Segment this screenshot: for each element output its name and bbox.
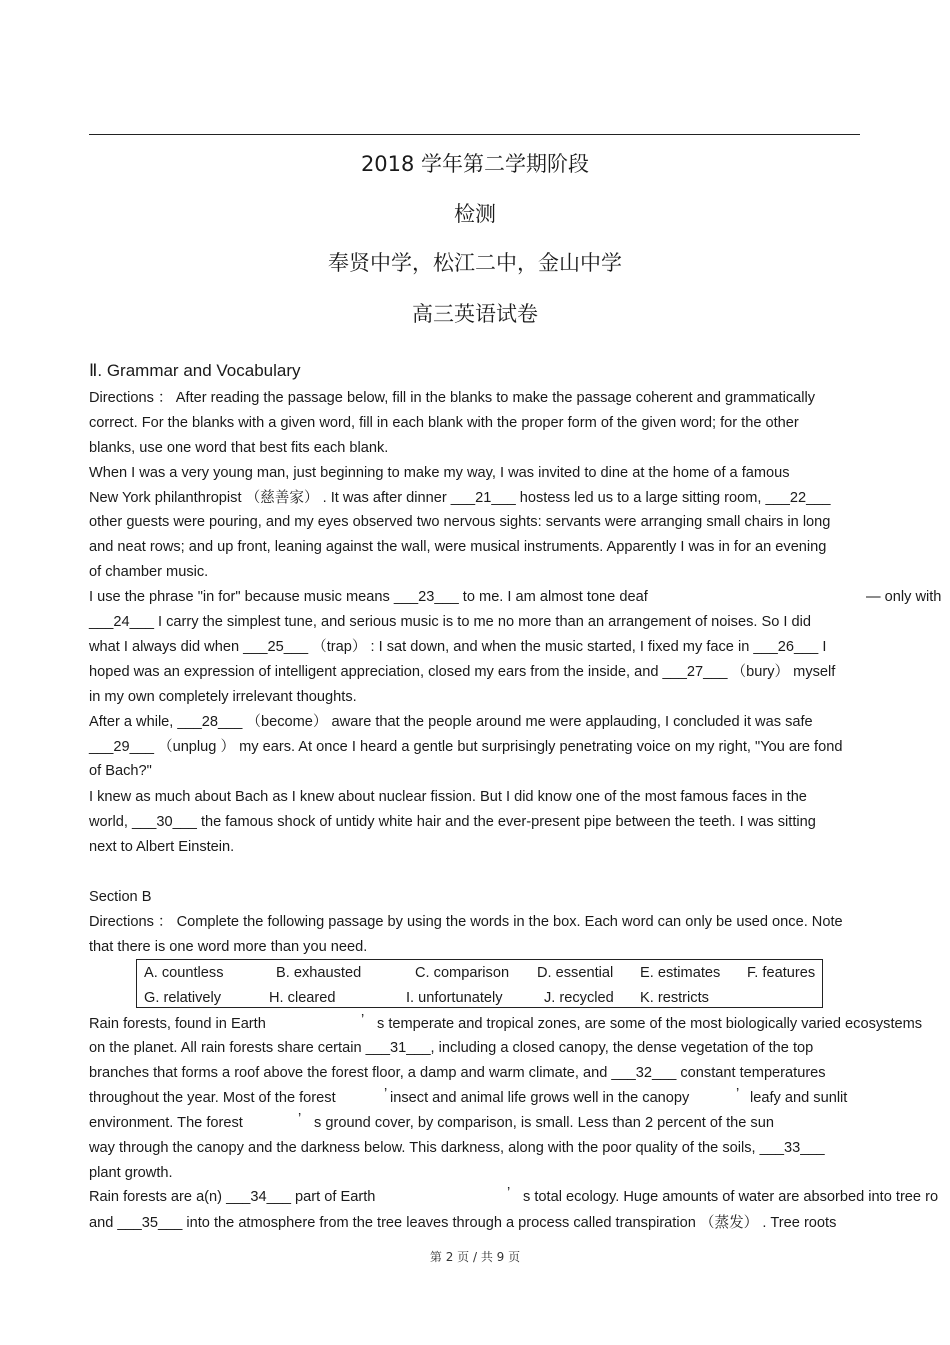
apostrophe-mark: ’ xyxy=(507,1185,511,1201)
directions-line: Directions ： Complete the following passage by using the words in the box. Each word can only be used once. Note xyxy=(89,914,843,930)
word-option: H. cleared xyxy=(269,990,336,1006)
passage-line: After a while, ___28___ （become） aware that the people around me were applauding, I concluded it was safe xyxy=(89,714,813,730)
word-option: E. estimates xyxy=(640,965,721,981)
apostrophe-mark: ’ xyxy=(298,1111,302,1127)
passage-line: way through the canopy and the darkness below. This darkness, along with the poor quality of the soils, ___33___ xyxy=(89,1140,825,1156)
word-option: J. recycled xyxy=(544,990,614,1006)
word-option: G. relatively xyxy=(144,990,222,1006)
passage-fragment: s ground cover, by comparison, is small. Less than 2 percent of the sun xyxy=(314,1115,774,1131)
passage-line: ___24___ I carry the simplest tune, and serious music is to me no more than an arrangement of noises. So I did xyxy=(89,614,811,630)
directions-line: correct. For the blanks with a given word, fill in each blank with the proper form of the given word; for the other xyxy=(89,415,799,431)
passage-line: in my own completely irrelevant thoughts. xyxy=(89,689,357,705)
exam-title-subject: 高三英语试卷 xyxy=(412,302,538,326)
passage-line: what I always did when ___25___ （trap） : I sat down, and when the music started, I fixed my face in ___26___ I xyxy=(89,639,827,655)
passage-line: I use the phrase "in for" because music means ___23___ to me. I am almost tone deaf xyxy=(89,589,648,605)
directions-line: blanks, use one word that best fits each blank. xyxy=(89,440,389,456)
passage-line: environment. The forest xyxy=(89,1115,243,1131)
directions-line: that there is one word more than you need. xyxy=(89,939,368,955)
word-option: B. exhausted xyxy=(276,965,362,981)
apostrophe-mark: ’ xyxy=(361,1012,365,1028)
directions-line: Directions ： After reading the passage below, fill in the blanks to make the passage coherent and grammatically xyxy=(89,390,816,406)
word-option: K. restricts xyxy=(640,990,709,1006)
apostrophe-mark: ’ xyxy=(384,1086,388,1102)
apostrophe-mark: ’ xyxy=(736,1086,740,1102)
passage-line: throughout the year. Most of the forest xyxy=(89,1090,336,1106)
word-bank-box xyxy=(136,959,823,1008)
passage-line: on the planet. All rain forests share certain ___31___, including a closed canopy, the dense vegetation of the top xyxy=(89,1040,814,1056)
passage-fragment: — only with xyxy=(866,589,942,605)
passage-line: other guests were pouring, and my eyes observed two nervous sights: servants were arranging small chairs in long xyxy=(89,514,831,530)
passage-line: of Bach?" xyxy=(89,763,152,779)
passage-line: I knew as much about Bach as I knew about nuclear fission. But I did know one of the most famous faces in the xyxy=(89,789,807,805)
passage-line: world, ___30___ the famous shock of untidy white hair and the ever-present pipe between the teeth. I was sitting xyxy=(89,814,816,830)
passage-line: next to Albert Einstein. xyxy=(89,839,235,855)
passage-line: and ___35___ into the atmosphere from the tree leaves through a process called transpiration （蒸发） . Tree roots xyxy=(89,1215,837,1231)
exam-title-line-1: 2018 学年第二学期阶段 xyxy=(360,152,590,176)
exam-title-schools: 奉贤中学，松江二中，金山中学 xyxy=(328,251,622,275)
passage-line: hoped was an expression of intelligent appreciation, closed my ears from the inside, and ___27___ （bury） myself xyxy=(89,664,836,680)
passage-line: Rain forests are a(n) ___34___ part of Earth xyxy=(89,1189,376,1205)
passage-line: and neat rows; and up front, leaning against the wall, were musical instruments. Apparently I was in for an evening xyxy=(89,539,827,555)
word-option: D. essential xyxy=(537,965,614,981)
passage-fragment: s total ecology. Huge amounts of water are absorbed into tree ro xyxy=(523,1189,939,1205)
header-rule xyxy=(89,134,860,135)
passage-line: branches that forms a roof above the forest floor, a damp and warm climate, and ___32___ constant temperatures xyxy=(89,1065,826,1081)
word-option: A. countless xyxy=(144,965,224,981)
section-b-heading: Section B xyxy=(89,889,152,905)
word-option: I. unfortunately xyxy=(406,990,503,1006)
word-option: F. features xyxy=(747,965,816,981)
passage-fragment: insect and animal life grows well in the canopy xyxy=(390,1090,690,1106)
passage-line: New York philanthropist （慈善家） . It was after dinner ___21___ hostess led us to a large sitting room, ___22___ xyxy=(89,490,831,506)
passage-line: Rain forests, found in Earth xyxy=(89,1016,266,1032)
passage-fragment: s temperate and tropical zones, are some of the most biologically varied ecosystems xyxy=(377,1016,923,1032)
passage-line: of chamber music. xyxy=(89,564,209,580)
word-option: C. comparison xyxy=(415,965,510,981)
passage-fragment: leafy and sunlit xyxy=(750,1090,848,1106)
passage-line: ___29___ （unplug ） my ears. At once I heard a gentle but surprisingly penetrating voice on my right, "You are fond xyxy=(89,739,843,755)
section-heading: Ⅱ. Grammar and Vocabulary xyxy=(89,361,301,380)
exam-title-line-2: 检测 xyxy=(454,202,496,226)
passage-line: plant growth. xyxy=(89,1165,173,1181)
passage-line: When I was a very young man, just beginning to make my way, I was invited to dine at the home of a famous xyxy=(89,465,790,481)
page-footer: 第 2 页 / 共 9 页 xyxy=(429,1250,521,1264)
